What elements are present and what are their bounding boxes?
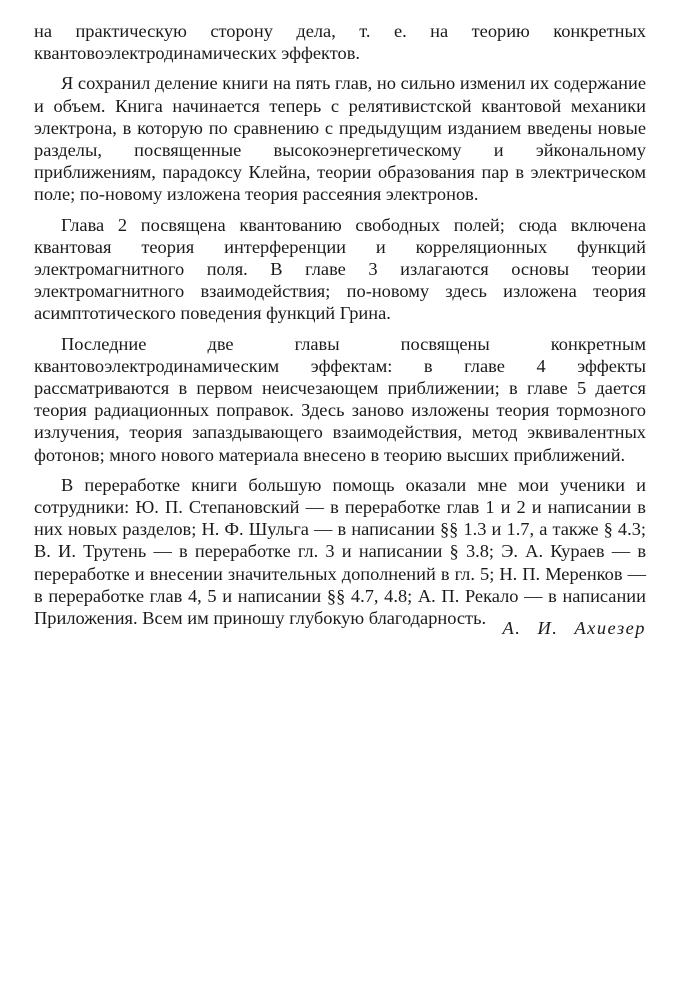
paragraph-continuation: на практическую сторону дела, т. е. на теорию конкретных квантовоэлектродинамических эффектов. xyxy=(34,21,646,64)
paragraph-chapter-4-5: Последние две главы посвящены конкретным квантовоэлектродинамическим эффектам: в главе 4 эффекты рассматриваются в первом неисчезающем приближении; в главе 5 дается теория радиационных поправок. Здесь заново изложены теория тормозного излучения, теория запаздывающего взаимодействия, метод эквивалентных фотонов; много нового материала внесено в теорию высших приближений. xyxy=(34,333,646,465)
paragraph-chapter-2-3: Глава 2 посвящена квантованию свободных полей; сюда включена квантовая теория интерференции и корреляционных функций электромагнитного поля. В главе 3 излагаются основы теории электромагнитного взаимодействия; по-новому здесь изложена теория асимптотического поведения функций Грина. xyxy=(34,214,646,324)
author-signature: А. И. Ахиезер xyxy=(502,618,646,638)
paragraph-chapters-overview: Я сохранил деление книги на пять глав, но сильно изменил их содержание и объем. Книга начинается теперь с релятивистской квантовой механики электрона, в которую по сравнению с предыдущим изданием введены новые разделы, посвященные высокоэнергетическому и эйкональному приближениям, парадоксу Клейна, теории образования пар в электрическом поле; по-новому изложена теория рассеяния электронов. xyxy=(34,73,646,205)
paragraph-acknowledgements: В переработке книги большую помощь оказали мне мои ученики и сотрудники: Ю. П. Степановский — в переработке глав 1 и 2 и написании в них новых разделов; Н. Ф. Шульга — в написании §§ 1.3 и 1.7, а также § 4.3; В. И. Трутень — в переработке гл. 3 и написании § 3.8; Э. А. Кураев — в переработке и внесении значительных дополнений в гл. 5; Н. П. Меренков — в переработке глав 4, 5 и написании §§ 4.7, 4.8; А. П. Рекало — в написании Приложения. Всем им приношу глубокую благодарность. xyxy=(34,474,646,629)
document-body xyxy=(34,20,646,629)
